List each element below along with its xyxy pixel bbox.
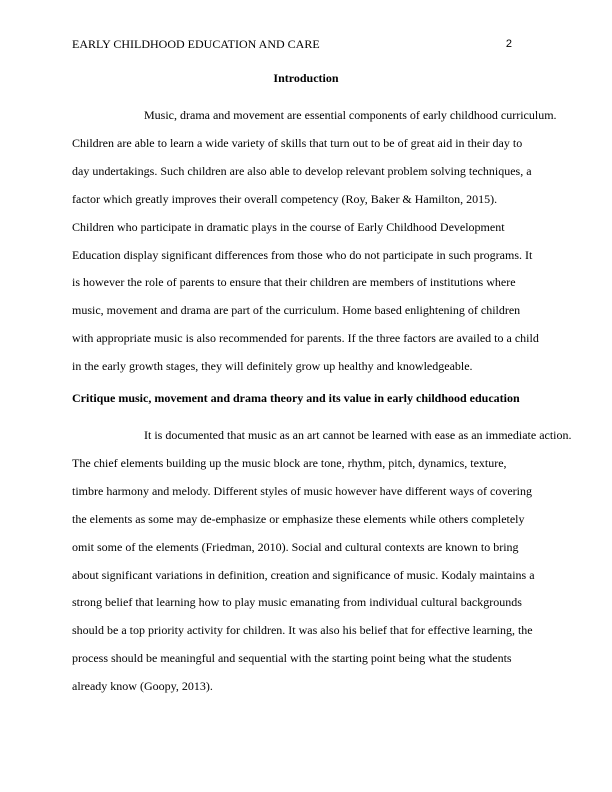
- section-heading-critique: Critique music, movement and drama theory and its value in early childhood education: [72, 391, 520, 405]
- introduction-paragraph: [72, 102, 557, 381]
- paragraph-line: about significant variations in definition, creation and significance of music. Kodaly maintains a: [72, 567, 535, 582]
- paragraph-line: omit some of the elements (Friedman, 2010). Social and cultural contexts are known to bring: [72, 539, 519, 554]
- paragraph-line: process should be meaningful and sequential with the starting point being what the students: [72, 651, 512, 666]
- paragraph-line: Children are able to learn a wide variety of skills that turn out to be of great aid in their day to: [72, 135, 523, 150]
- page-number: 2: [505, 38, 512, 50]
- paragraph-line: the elements as some may de-emphasize or emphasize these elements while others completely: [72, 511, 525, 526]
- critique-paragraph: [72, 422, 572, 701]
- paragraph-line: The chief elements building up the music block are tone, rhythm, pitch, dynamics, texture,: [72, 455, 507, 470]
- paragraph-line: is however the role of parents to ensure that their children are members of institutions where: [72, 275, 516, 290]
- paragraph-line: strong belief that learning how to play music emanating from individual cultural backgrounds: [72, 595, 522, 610]
- paragraph-line: day undertakings. Such children are also able to develop relevant problem solving techniques, a: [72, 163, 532, 178]
- running-head: EARLY CHILDHOOD EDUCATION AND CARE: [72, 37, 320, 51]
- paragraph-line: timbre harmony and melody. Different styles of music however have different ways of covering: [72, 483, 532, 498]
- paragraph-line: in the early growth stages, they will definitely grow up healthy and knowledgeable.: [72, 359, 473, 374]
- paragraph-line: should be a top priority activity for children. It was also his belief that for effective learning, the: [72, 623, 533, 638]
- paragraph-line: Music, drama and movement are essential components of early childhood curriculum.: [144, 108, 557, 122]
- paragraph-line: with appropriate music is also recommended for parents. If the three factors are availed to a child: [72, 331, 539, 346]
- section-heading-introduction: Introduction: [273, 71, 339, 85]
- paragraph-line: Education display significant differences from those who do not participate in such programs. It: [72, 247, 533, 262]
- paragraph-line: factor which greatly improves their overall competency (Roy, Baker & Hamilton, 2015).: [72, 191, 498, 206]
- paragraph-line: already know (Goopy, 2013).: [72, 679, 213, 694]
- paragraph-line: Children who participate in dramatic plays in the course of Early Childhood Development: [72, 219, 505, 234]
- paragraph-line: music, movement and drama are part of the curriculum. Home based enlightening of children: [72, 303, 521, 318]
- paragraph-line: It is documented that music as an art cannot be learned with ease as an immediate action.: [144, 428, 572, 442]
